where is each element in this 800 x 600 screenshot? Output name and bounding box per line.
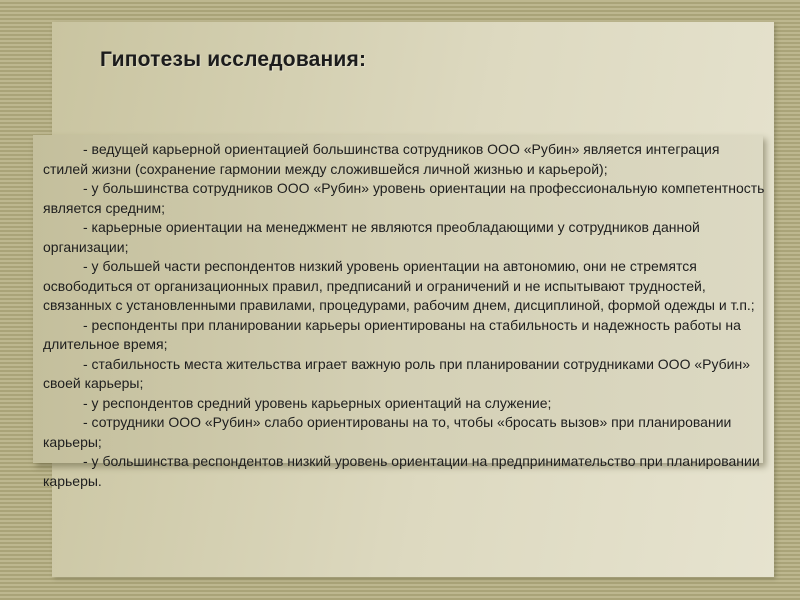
- hypothesis-item: - у большинства сотрудников ООО «Рубин» уровень ориентации на профессиональную компетентность является средним;: [43, 180, 765, 216]
- slide-title: Гипотезы исследования:: [100, 48, 367, 71]
- hypothesis-item: - у респондентов средний уровень карьерных ориентаций на служение;: [83, 394, 552, 411]
- hypothesis-item: - карьерные ориентации на менеджмент не являются преобладающими у сотрудников данной организации;: [43, 219, 700, 255]
- hypothesis-item: - у большей части респондентов низкий уровень ориентации на автономию, они не стремятся освободиться от организационных правил, предписаний и ограничений и не испытывают трудностей, связанных с установленными правилами, процедурами, рабочим днем, дисциплиной, формой одежды и т.п.;: [43, 258, 755, 313]
- hypotheses-list: [43, 140, 765, 491]
- hypothesis-item: - респонденты при планировании карьеры ориентированы на стабильность и надежность работы на длительное время;: [43, 316, 741, 352]
- hypothesis-item: - стабильность места жительства играет важную роль при планировании сотрудниками ООО «Рубин» своей карьеры;: [43, 355, 750, 391]
- hypothesis-item: - у большинства респондентов низкий уровень ориентации на предпринимательство при планировании карьеры.: [43, 453, 760, 489]
- hypothesis-item: - ведущей карьерной ориентацией большинства сотрудников ООО «Рубин» является интеграция стилей жизни (сохранение гармонии между сложившейся личной жизнью и карьерой);: [43, 141, 720, 177]
- hypothesis-item: - сотрудники ООО «Рубин» слабо ориентированы на то, чтобы «бросать вызов» при планировании карьеры;: [43, 414, 732, 450]
